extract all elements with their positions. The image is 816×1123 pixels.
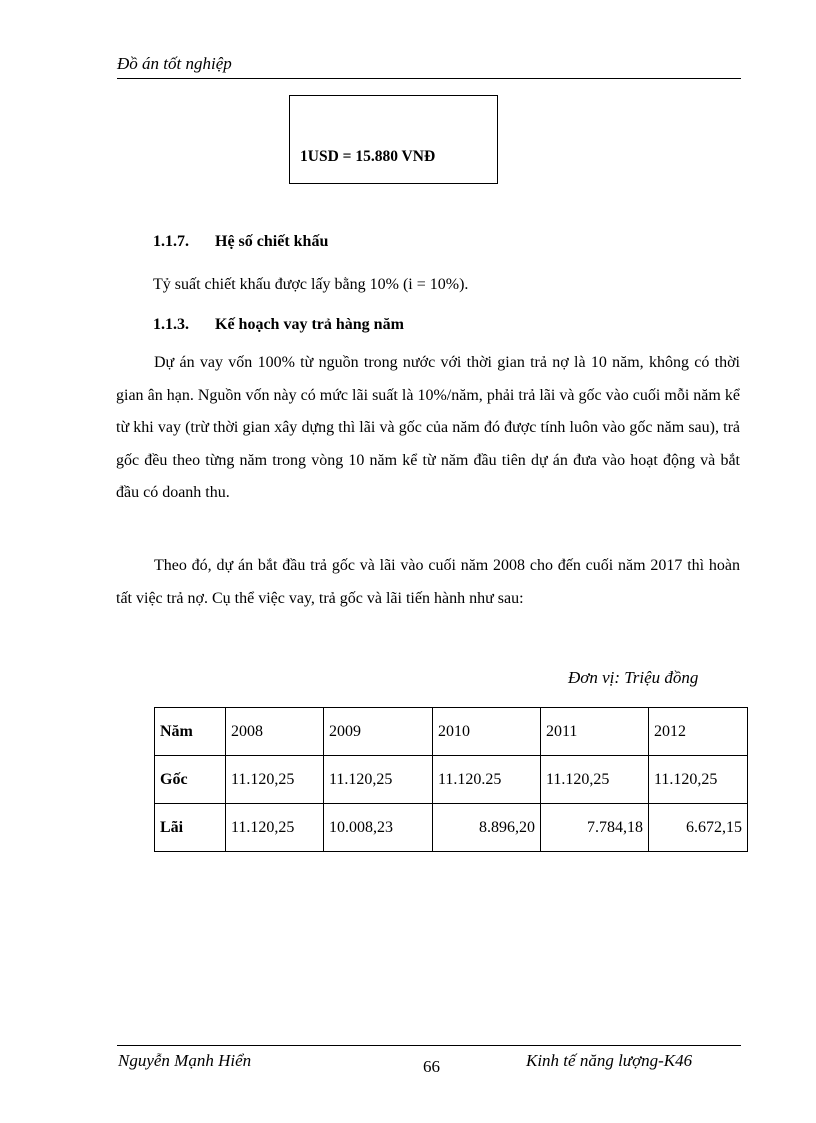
section-title: Kế hoạch vay trả hàng năm <box>215 316 404 333</box>
table-row <box>155 804 748 852</box>
table-unit: Đơn vị: Triệu đồng <box>568 668 699 687</box>
table-cell: 11.120,25 <box>226 756 324 804</box>
table-cell: 11.120,25 <box>649 756 748 804</box>
section-title: Hệ số chiết khấu <box>215 233 329 250</box>
section-number: 1.1.3. <box>153 316 189 333</box>
row-label: Gốc <box>155 756 226 804</box>
row-label: Lãi <box>155 804 226 852</box>
loan-paragraph-1: Dự án vay vốn 100% từ nguồn trong nước với thời gian trả nợ là 10 năm, không có thời gian ân hạn. Nguồn vốn này có mức lãi suất là 10%/năm, phải trả lãi và gốc vào cuối mỗi năm kể từ khi vay (trừ thời gian xây dựng thì lãi và gốc của năm đó được tính luôn vào gốc năm sau), trả gốc đều theo từng năm trong vòng 10 năm kể từ năm đầu tiên dự án đưa vào hoạt động và bắt đầu có doanh thu. <box>116 354 740 501</box>
footer-author: Nguyễn Mạnh Hiển <box>118 1051 252 1070</box>
loan-table <box>154 707 748 852</box>
header-title: Đồ án tốt nghiệp <box>117 54 232 73</box>
loan-paragraph-2: Theo đó, dự án bắt đầu trả gốc và lãi vào cuối năm 2008 cho đến cuối năm 2017 thì hoàn tất việc trả nợ. Cụ thể việc vay, trả gốc và lãi tiến hành như sau: <box>116 557 740 607</box>
table-row <box>155 756 748 804</box>
table-cell: 11.120,25 <box>324 756 433 804</box>
header-cell: 2010 <box>433 708 541 756</box>
table-header-row <box>155 708 748 756</box>
table-cell: 11.120.25 <box>433 756 541 804</box>
footer-course: Kinh tế năng lượng-K46 <box>526 1051 693 1070</box>
header-cell: 2011 <box>541 708 649 756</box>
header-cell: 2009 <box>324 708 433 756</box>
exchange-rate-text: 1USD = 15.880 VNĐ <box>300 148 436 165</box>
section-heading-discount <box>153 233 328 251</box>
header-cell: 2012 <box>649 708 748 756</box>
footer-divider <box>117 1045 741 1046</box>
exchange-rate-box <box>289 95 498 184</box>
table-cell: 7.784,18 <box>541 804 649 852</box>
table-cell: 8.896,20 <box>433 804 541 852</box>
page-header <box>117 50 741 79</box>
discount-text: Tỷ suất chiết khấu được lấy bằng 10% (i = 10%). <box>153 276 469 293</box>
table-cell: 11.120,25 <box>541 756 649 804</box>
header-cell: 2008 <box>226 708 324 756</box>
section-number: 1.1.7. <box>153 233 189 250</box>
header-cell: Năm <box>155 708 226 756</box>
section-heading-loan <box>153 316 404 334</box>
table-cell: 11.120,25 <box>226 804 324 852</box>
table-cell: 10.008,23 <box>324 804 433 852</box>
page-number: 66 <box>423 1057 440 1076</box>
table-cell: 6.672,15 <box>649 804 748 852</box>
